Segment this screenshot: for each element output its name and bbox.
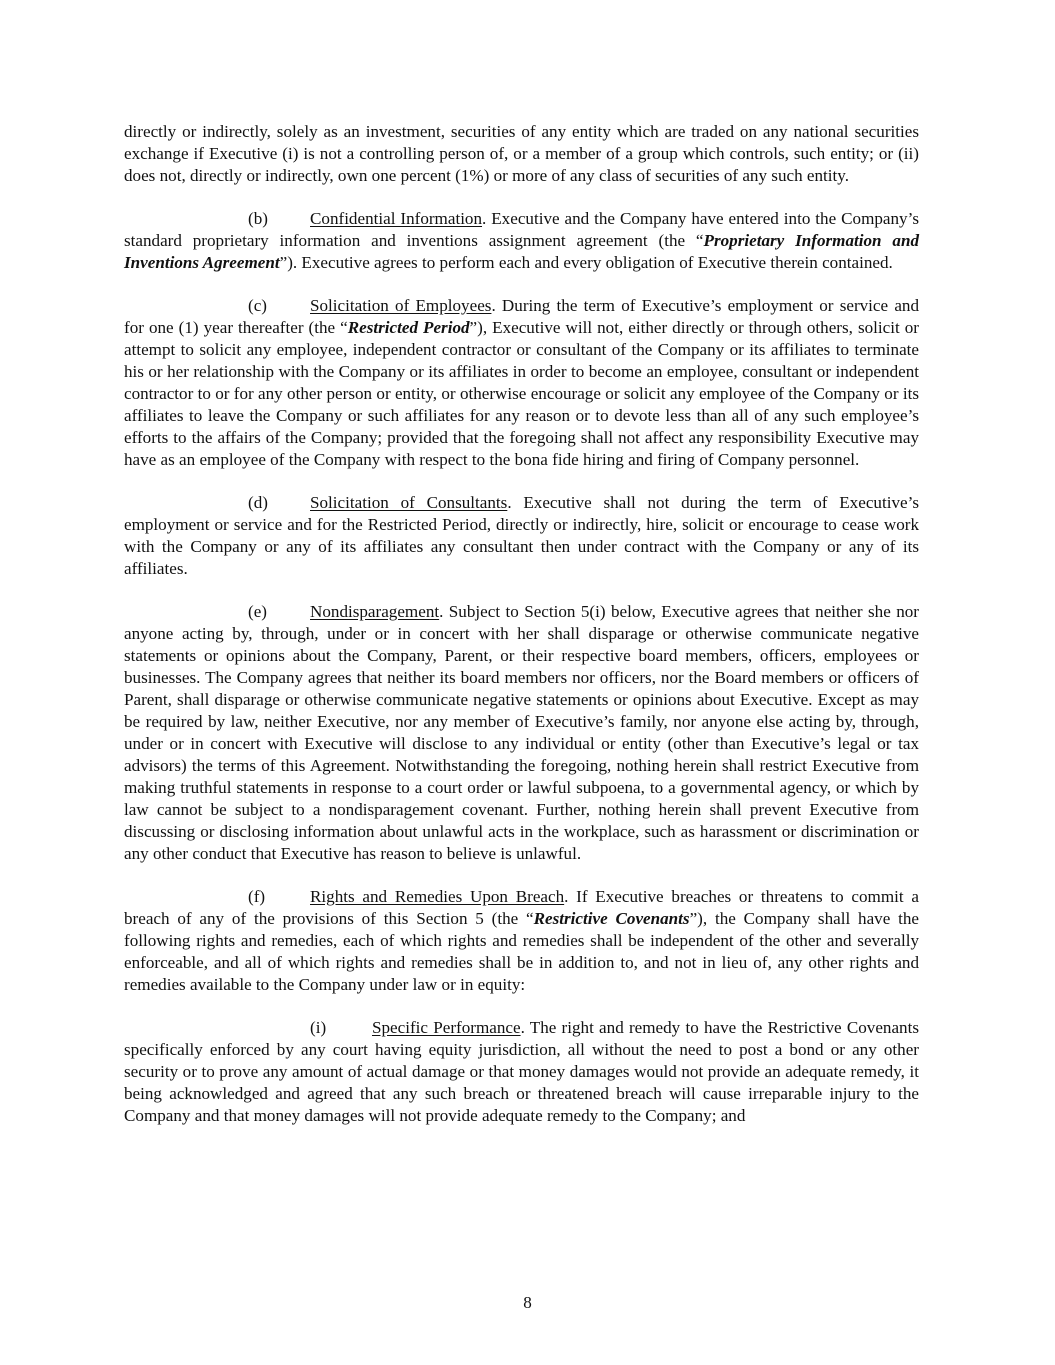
section-d-heading: Solicitation of Consultants bbox=[310, 493, 508, 512]
section-f-i-heading: Specific Performance bbox=[372, 1018, 521, 1037]
section-c-label: (c) bbox=[248, 296, 267, 315]
section-b-label: (b) bbox=[248, 209, 268, 228]
section-b-confidential-information bbox=[124, 208, 919, 274]
section-f-defined-term: Restrictive Covenants bbox=[533, 909, 690, 928]
section-d-solicitation-of-consultants bbox=[124, 492, 919, 580]
section-e-text-1: . Subject to Section 5(i) below, Executive agrees that neither she nor anyone acting by, through, under or in concert with her shall disparage or otherwise communicate negative statements or opinions about the Company, Parent, or their respective board members, officers, employees or businesses. The Company agrees that neither its board members nor officers, nor the Board members or officers of Parent, shall disparage or otherwise communicate negative statements or opinions about Executive. Except as may be required by law, neither Executive, nor any member of Executive’s family, nor anyone else acting by, through, under or in concert with Executive will disclose to any individual or entity (other than Executive’s legal or tax advisors) the terms of this Agreement. Notwithstanding the foregoing, nothing herein shall restrict Executive from making truthful statements in response to a court order or lawful subpoena, to a governmental agency, or which by law cannot be subject to a nondisparagement covenant. Further, nothing herein shall prevent Executive from discussing or disclosing information about unlawful acts in the workplace, such as harassment or discrimination or any other conduct that Executive has reason to believe is unlawful. bbox=[124, 602, 919, 863]
document-page bbox=[124, 121, 919, 1148]
section-b-text-1: . Executive and the Company have entered into the Company’s standard proprietary information and inventions assignment agreement (the “ bbox=[124, 209, 919, 250]
section-f-i-label: (i) bbox=[310, 1018, 327, 1037]
section-d-text-1: . Executive shall not during the term of Executive’s employment or service and for the Restricted Period, directly or indirectly, hire, solicit or encourage to cease work with the Company or any of its affiliates any consultant then under contract with the Company or any of its affiliates. bbox=[124, 493, 919, 578]
section-d-label: (d) bbox=[248, 493, 268, 512]
section-c-text-1: . During the term of Executive’s employment or service and for one (1) year thereafter (the “ bbox=[124, 296, 919, 337]
section-c-text-2: ”), Executive will not, either directly or through others, solicit or attempt to solicit any employee, independent contractor or consultant of the Company or its affiliates to terminate his or her relationship with the Company or its affiliates in order to become an employee, consultant or independent contractor to or for any other person or entity, or otherwise encourage or solicit any employee of the Company or its affiliates to leave the Company or such affiliates for any reason or to devote less than all of any such employee’s efforts to the affairs of the Company; provided that the foregoing shall not affect any responsibility Executive may have as an employee of the Company with respect to the bona fide hiring and firing of Company personnel. bbox=[124, 318, 919, 469]
section-c-solicitation-of-employees bbox=[124, 295, 919, 471]
section-f-text-2: ”), the Company shall have the following rights and remedies, each of which rights and remedies shall be independent of the other and severally enforceable, and all of which rights and remedies shall be in addition to, and not in lieu of, any other rights and remedies available to the Company under law or in equity: bbox=[124, 909, 919, 994]
section-e-nondisparagement bbox=[124, 601, 919, 865]
section-e-heading: Nondisparagement bbox=[310, 602, 440, 621]
section-b-defined-term: Proprietary Information and Inventions Agreement bbox=[124, 231, 919, 272]
paragraph-intro-text: directly or indirectly, solely as an investment, securities of any entity which are traded on any national securities exchange if Executive (i) is not a controlling person of, or a member of a group which controls, such entity; or (ii) does not, directly or indirectly, own one percent (1%) or more of any class of securities of any such entity. bbox=[124, 122, 919, 185]
section-b-text-2: ”). Executive agrees to perform each and every obligation of Executive therein contained. bbox=[279, 253, 893, 272]
section-c-defined-term: Restricted Period bbox=[347, 318, 470, 337]
section-f-i-text-1: . The right and remedy to have the Restrictive Covenants specifically enforced by any court having equity jurisdiction, all without the need to post a bond or any other security or to prove any amount of actual damage or that money damages would not provide an adequate remedy, it being acknowledged and agreed that any such breach or threatened breach will cause irreparable injury to the Company and that money damages will not provide adequate remedy to the Company; and bbox=[124, 1018, 919, 1125]
section-e-label: (e) bbox=[248, 602, 267, 621]
section-c-heading: Solicitation of Employees bbox=[310, 296, 492, 315]
paragraph-intro bbox=[124, 121, 919, 187]
section-f-text-1: . If Executive breaches or threatens to commit a breach of any of the provisions of this Section 5 (the “ bbox=[124, 887, 919, 928]
section-b-heading: Confidential Information bbox=[310, 209, 483, 228]
section-f-rights-and-remedies bbox=[124, 886, 919, 996]
section-f-heading: Rights and Remedies Upon Breach bbox=[310, 887, 565, 906]
page-number: 8 bbox=[523, 1293, 532, 1312]
section-f-label: (f) bbox=[248, 887, 266, 906]
section-f-i-specific-performance bbox=[124, 1017, 919, 1127]
